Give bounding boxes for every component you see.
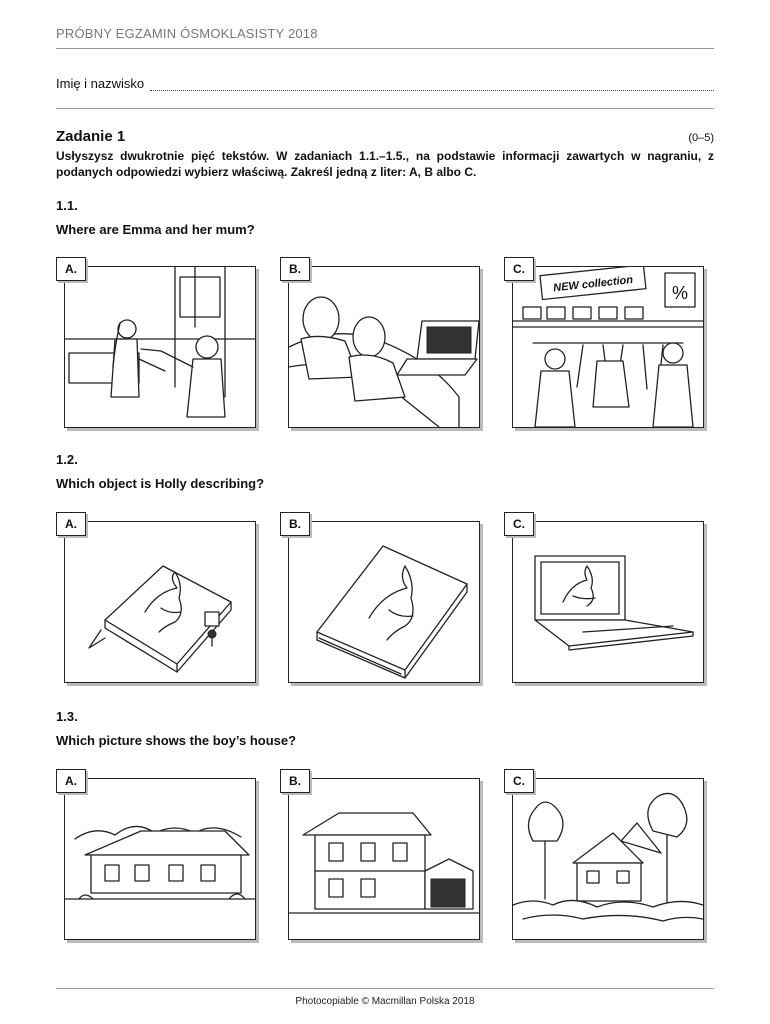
task-title: Zadanie 1 <box>56 128 126 145</box>
header-divider <box>56 48 714 49</box>
sofa-laptop-illustration <box>289 267 479 427</box>
exam-header: PRÓBNY EGZAMIN ÓSMOKLASISTY 2018 <box>56 26 318 41</box>
modern-house-illustration <box>289 779 479 939</box>
option-1-2-c[interactable] <box>512 517 704 683</box>
question-text: Which object is Holly describing? <box>56 476 265 491</box>
option-1-3-b[interactable] <box>288 774 480 940</box>
option-letter[interactable]: A. <box>56 512 86 536</box>
footer-text: Photocopiable © Macmillan Polska 2018 <box>295 996 475 1007</box>
question-number: 1.3. <box>56 709 78 724</box>
option-letter[interactable]: C. <box>504 512 534 536</box>
question-text: Where are Emma and her mum? <box>56 222 255 237</box>
task-points: (0–5) <box>688 132 714 144</box>
sale-tag-text: % <box>671 283 689 303</box>
name-divider <box>56 108 714 109</box>
option-letter[interactable]: B. <box>280 512 310 536</box>
option-letter[interactable]: B. <box>280 257 310 281</box>
name-field-line[interactable] <box>150 79 714 91</box>
option-1-1-b[interactable] <box>288 262 480 428</box>
option-letter[interactable]: B. <box>280 769 310 793</box>
option-letter[interactable]: C. <box>504 769 534 793</box>
option-1-2-b[interactable] <box>288 517 480 683</box>
option-1-2-a[interactable] <box>64 517 256 683</box>
task-instruction: Usłyszysz dwukrotnie pięć tekstów. W zadaniach 1.1.–1.5., na podstawie informacji zawartych w nagraniu, z podanych odpowiedzi wybierz właściwą. Zakreśl jedną z liter: A, B albo C. <box>56 149 714 179</box>
clothes-shop-illustration <box>513 267 703 427</box>
diary-illustration <box>65 522 255 682</box>
option-1-3-a[interactable] <box>64 774 256 940</box>
option-letter[interactable]: A. <box>56 257 86 281</box>
option-letter[interactable]: C. <box>504 257 534 281</box>
bedroom-illustration <box>65 267 255 427</box>
option-letter[interactable]: A. <box>56 769 86 793</box>
question-text: Which picture shows the boy’s house? <box>56 733 297 748</box>
footer-divider <box>56 988 714 989</box>
bungalow-illustration <box>65 779 255 939</box>
name-field-label: Imię i nazwisko <box>56 76 145 91</box>
option-1-1-c[interactable] <box>512 262 704 428</box>
question-number: 1.1. <box>56 198 78 213</box>
laptop-illustration <box>513 522 703 682</box>
shop-sign-text: NEW collection <box>552 274 634 295</box>
house-with-trees-illustration <box>513 779 703 939</box>
question-number: 1.2. <box>56 452 78 467</box>
option-1-1-a[interactable] <box>64 262 256 428</box>
book-illustration <box>289 522 479 682</box>
name-field[interactable] <box>56 76 714 91</box>
option-1-3-c[interactable] <box>512 774 704 940</box>
